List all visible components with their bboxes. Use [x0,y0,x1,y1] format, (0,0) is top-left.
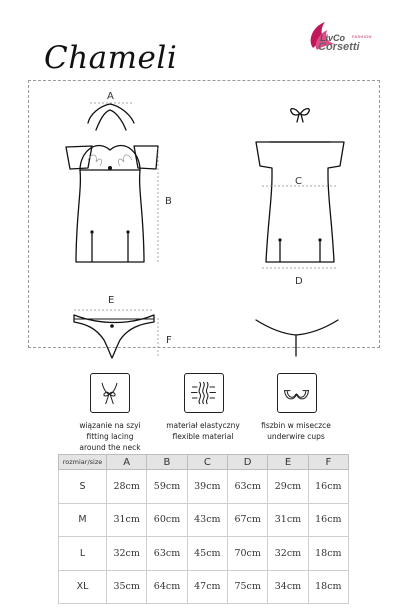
dimension-label-b: B [165,196,172,207]
dimension-label-a: A [107,91,114,102]
table-cell: 18cm [308,570,348,604]
column-header-b: B [147,455,187,470]
table-cell: 63cm [147,537,187,571]
dimension-label-e: E [108,295,115,306]
table-cell: 31cm [268,503,308,537]
table-cell: 31cm [107,503,147,537]
table-cell: 70cm [227,537,267,571]
table-cell: 60cm [147,503,187,537]
feature-elastic-line1: materiał elastyczny [166,421,240,430]
elastic-material-icon [184,373,224,413]
table-row [59,570,349,604]
dimension-label-c: C [295,176,302,187]
neck-lacing-icon [90,373,130,413]
table-cell: 32cm [107,537,147,571]
technical-drawing-frame [28,80,380,348]
size-table-header-row [59,455,349,470]
feature-elastic-line2: flexible material [172,432,234,441]
feature-underwire-text [241,420,351,442]
table-cell: 59cm [147,470,187,504]
column-header-a: A [107,455,147,470]
feature-neck-lacing-line2: fitting lacing [86,432,134,441]
size-name: S [59,470,107,504]
product-title: Chameli [44,40,178,76]
table-cell: 45cm [187,537,227,571]
brand-logo [305,20,387,60]
table-cell: 32cm [268,537,308,571]
table-row [59,503,349,537]
table-cell: 16cm [308,470,348,504]
column-header-d: D [227,455,267,470]
table-row [59,537,349,571]
feature-underwire-line2: underwire cups [267,432,325,441]
size-name: XL [59,570,107,604]
table-cell: 29cm [268,470,308,504]
logo-text-livco: LivCo [320,33,346,43]
table-cell: 34cm [268,570,308,604]
table-cell: 16cm [308,503,348,537]
table-cell: 75cm [227,570,267,604]
column-header-e: E [268,455,308,470]
table-row [59,470,349,504]
feature-neck-lacing-line1: wiązanie na szyi [79,421,141,430]
column-header-f: F [308,455,348,470]
table-cell: 64cm [147,570,187,604]
table-cell: 39cm [187,470,227,504]
underwire-cups-icon [277,373,317,413]
table-cell: 28cm [107,470,147,504]
table-cell: 43cm [187,503,227,537]
size-name: M [59,503,107,537]
feature-neck-lacing-line3: around the neck [79,443,141,452]
table-cell: 63cm [227,470,267,504]
dimension-label-f: F [166,335,172,346]
size-table-corner: rozmiar/size [59,455,107,470]
logo-text-corsetti: Corsetti [318,41,360,53]
table-cell: 47cm [187,570,227,604]
feature-underwire-line1: fiszbin w miseczce [261,421,331,430]
table-cell: 18cm [308,537,348,571]
table-cell: 67cm [227,503,267,537]
dimension-label-d: D [295,276,303,287]
size-name: L [59,537,107,571]
column-header-c: C [187,455,227,470]
size-table [58,454,349,604]
logo-text-fashion: FASHION [352,34,372,39]
table-cell: 35cm [107,570,147,604]
